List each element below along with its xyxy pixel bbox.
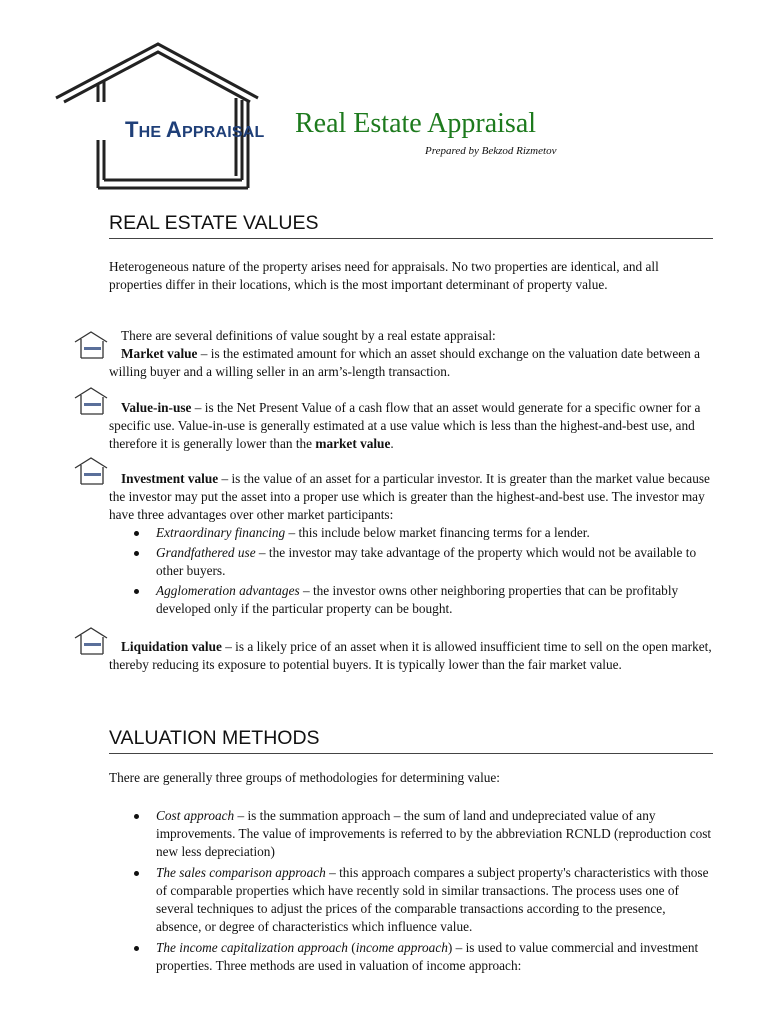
market-value-block (109, 327, 713, 381)
list-item: Grandfathered use – the investor may take advantage of the property which would not be available to other buyers. (109, 544, 713, 580)
house-logo (52, 40, 284, 190)
list-item: The sales comparison approach – this approach compares a subject property's characteristics with those of comparable properties which have recently sold in similar transactions. The process uses one of several techniques to adjust the prices of the comparable transactions according to the presence, absence, or degree of characteristics which influence value. (109, 864, 713, 936)
value-in-use-definition: Value-in-use – is the Net Present Value of a cash flow that an asset would generate for a specific owner for a specific use. Value-in-use is generally estimated at a use value which is less than the highest-and-best use, and therefore it is generally lower than the market value. (109, 400, 701, 451)
list-item: Cost approach – is the summation approach – the sum of land and undepreciated value of any improvements. The value of improvements is referred to by the abbreviation RCNLD (reproduction cost new less depreciation) (109, 807, 713, 861)
market-value-ref: market value (315, 436, 391, 451)
house-icon (52, 40, 284, 190)
list-item: Agglomeration advantages – the investor owns other neighboring properties that can be profitably developed only if the particular property can be bought. (109, 582, 713, 618)
liquidation-value-definition: Liquidation value – is a likely price of an asset when it is allowed insufficient time to sell on the open market, thereby reducing its exposure to potential buyers. It is typically lower than the fair market value. (109, 639, 712, 672)
investment-value-definition: Investment value – is the value of an asset for a particular investor. It is greater than the market value because the investor may put the asset into a proper use which is greater than the highest-and-best use. The investor may have three advantages over other market participants: (109, 471, 710, 522)
document-title: Real Estate Appraisal (295, 108, 537, 139)
investment-value-term: Investment value (121, 471, 219, 486)
house-bullet-icon (74, 626, 108, 656)
list-item: Extraordinary financing – this include below market financing terms for a lender. (109, 524, 713, 542)
liquidation-value-term: Liquidation value (121, 639, 222, 654)
list-item: The income capitalization approach (income approach) – is used to value commercial and investment properties. Three methods are used in valuation of income approach: (109, 939, 713, 975)
value-in-use-term: Value-in-use (121, 400, 192, 415)
investment-value-block (109, 470, 713, 618)
house-bullet-icon (74, 456, 108, 486)
intro-paragraph: Heterogeneous nature of the property arises need for appraisals. No two properties are identical, and all properties differ in their locations, which is the most important determinant of property value. (109, 259, 659, 292)
market-value-term: Market value (121, 346, 198, 361)
document-author: Prepared by Bekzod Rizmetov (425, 145, 557, 157)
market-value-definition: Market value – is the estimated amount for which an asset should exchange on the valuation date between a willing buyer and a willing seller in an arm’s-length transaction. (109, 346, 700, 379)
methods-intro: There are generally three groups of methodologies for determining value: (109, 770, 501, 785)
valuation-methods-list (109, 807, 713, 975)
logo-wordmark: THE APPRAISAL (125, 117, 265, 142)
investor-advantages-list (109, 524, 713, 618)
section-heading-methods: VALUATION METHODS (109, 727, 713, 754)
methods-list-block (109, 807, 713, 975)
definitions-intro: There are several definitions of value sought by a real estate appraisal: (121, 328, 496, 343)
house-bullet-icon (74, 330, 108, 360)
section-heading-values: REAL ESTATE VALUES (109, 212, 713, 239)
house-bullet-icon (74, 386, 108, 416)
